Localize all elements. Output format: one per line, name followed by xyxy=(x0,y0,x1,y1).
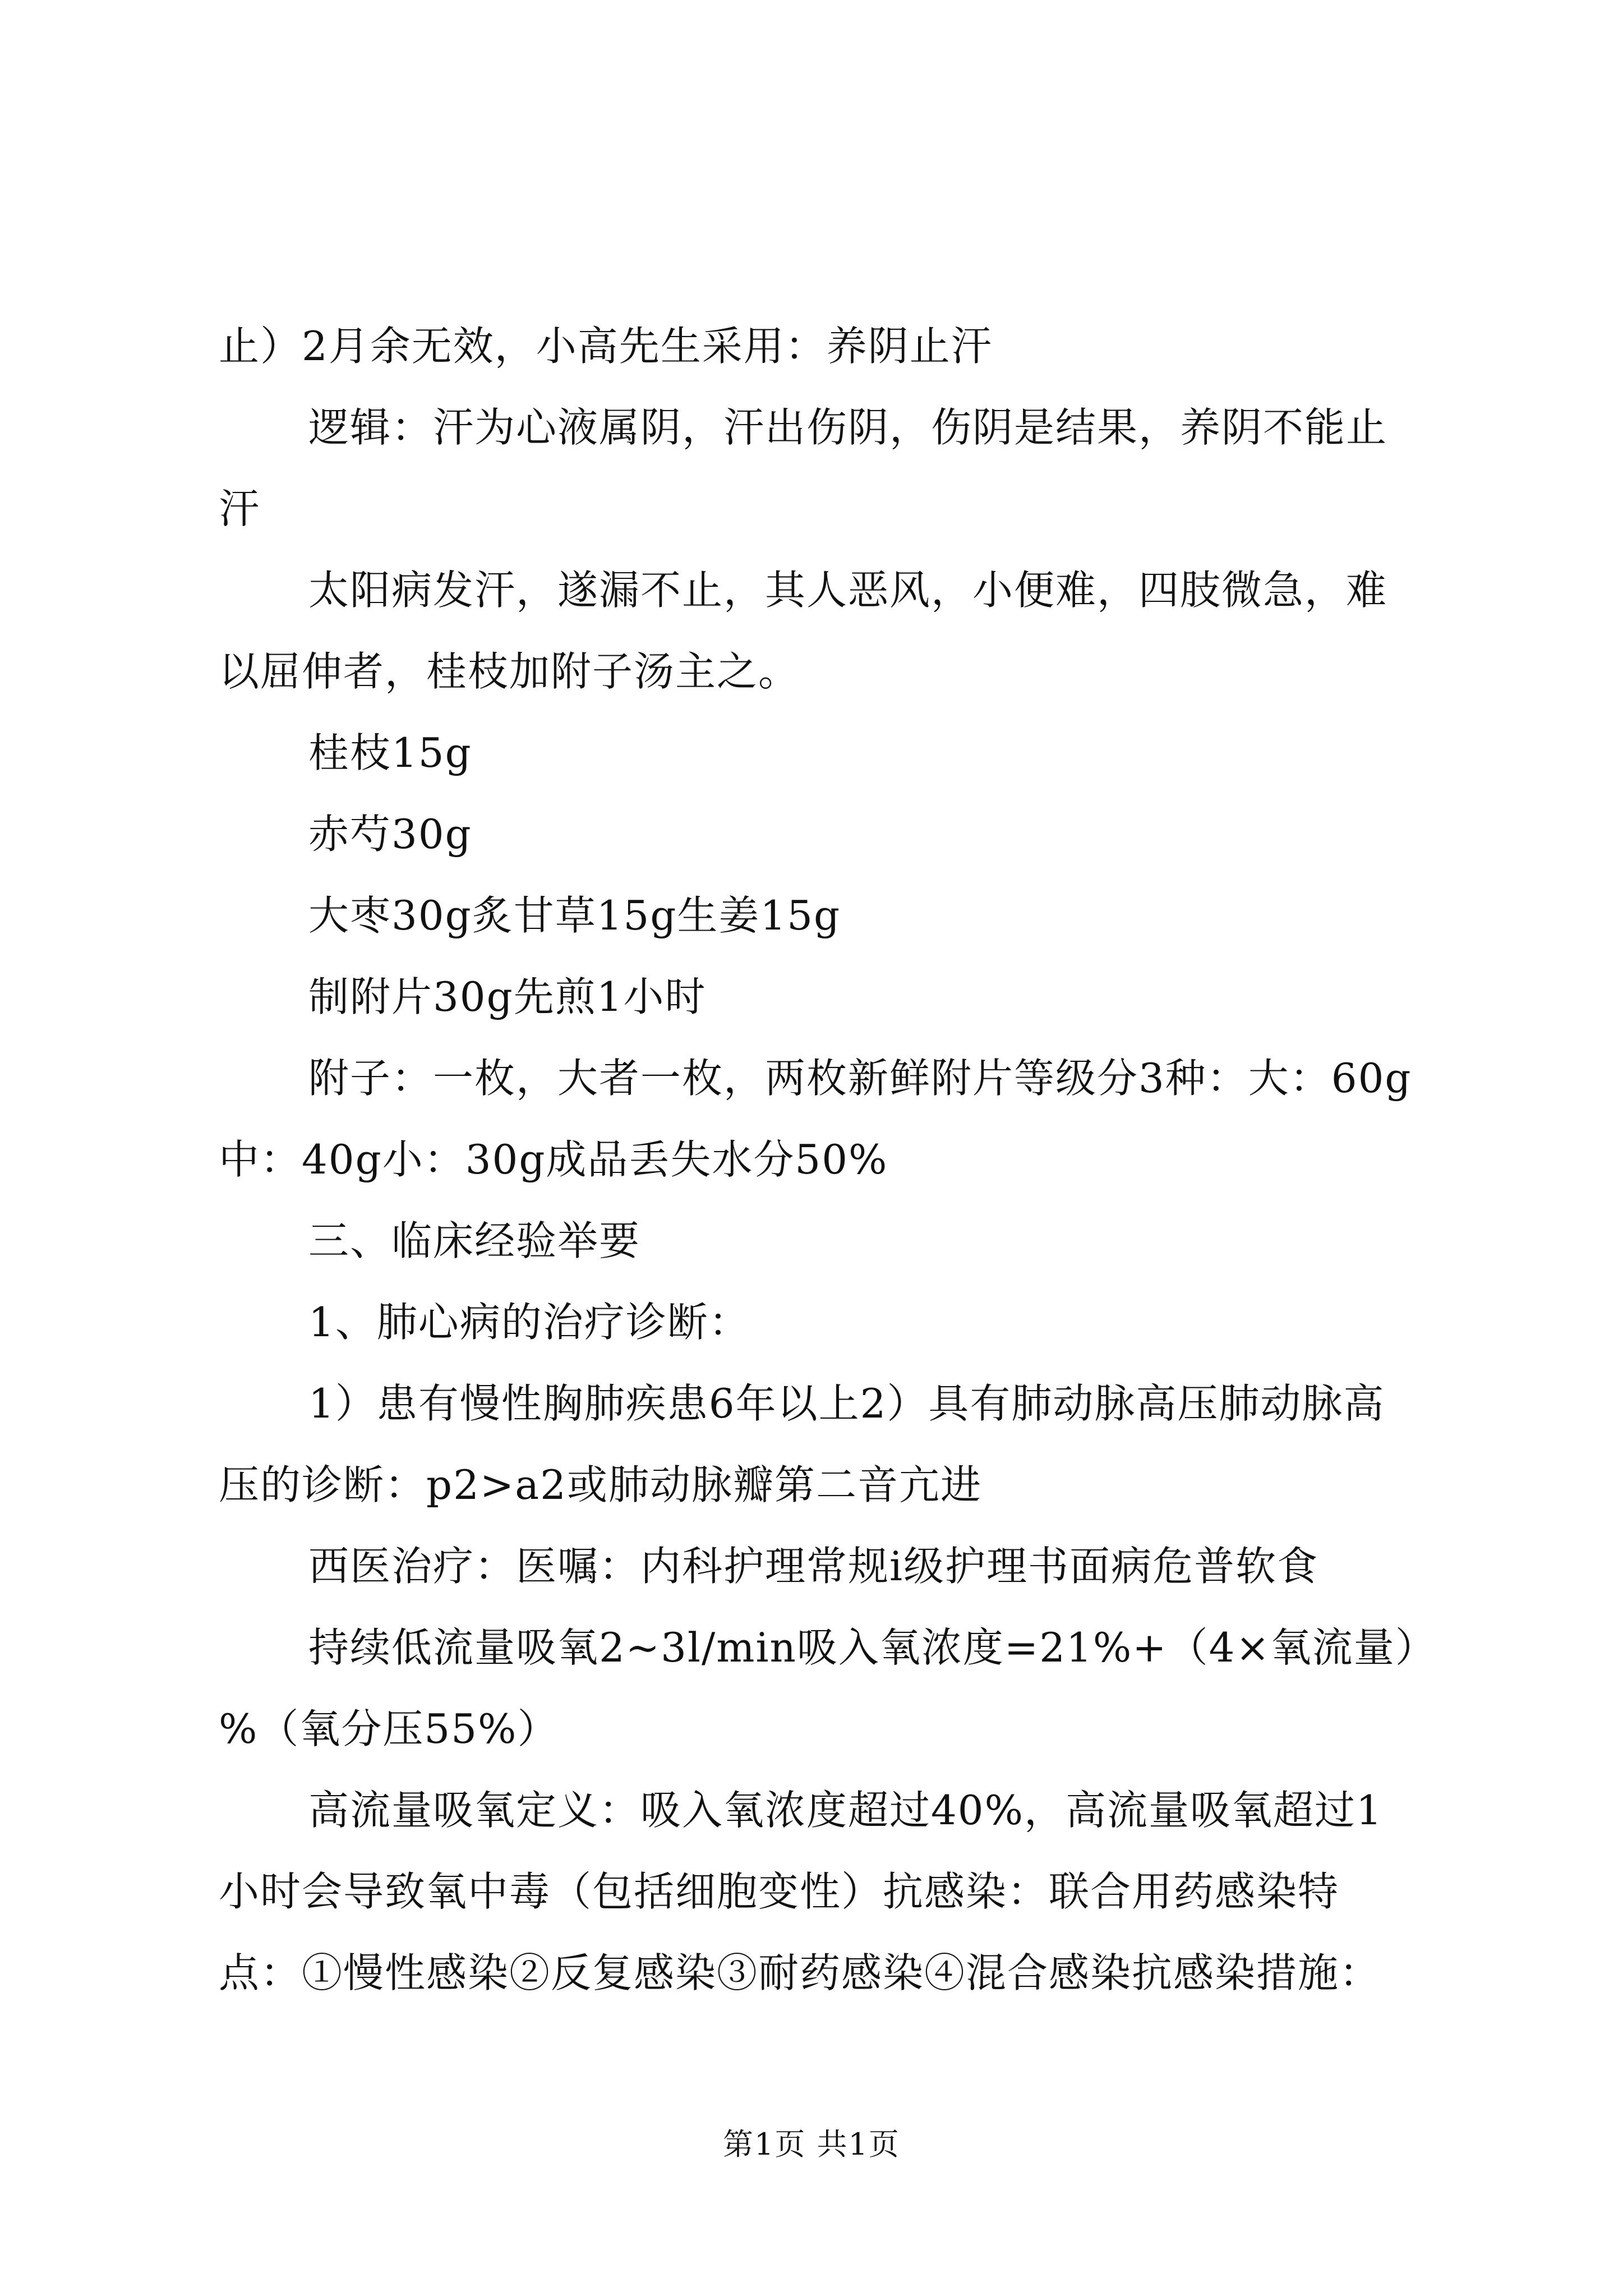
paragraph-13: 持续低流量吸氧2~3l/min吸入氧浓度=21%+（4×氧流量）%（氧分压55%） xyxy=(219,1624,1417,1752)
paragraph-4: 桂枝15g xyxy=(308,729,472,776)
paragraph-1: 止）2月余无效，小高先生采用：养阴止汗 xyxy=(219,323,993,370)
paragraph-12: 西医治疗：医嘱：内科护理常规i级护理书面病危普软食 xyxy=(308,1543,1319,1590)
paragraph-14: 高流量吸氧定义：吸入氧浓度超过40%，高流量吸氧超过1小时会导致氧中毒（包括细胞变性）抗感染：联合用药感染特点：①慢性感染②反复感染③耐药感染④混合感染抗感染措施： xyxy=(219,1787,1383,1996)
paragraph-3: 太阳病发汗，遂漏不止，其人恶风，小便难，四肢微急，难以屈伸者，桂枝加附子汤主之。 xyxy=(219,567,1388,695)
paragraph-2: 逻辑：汗为心液属阴，汗出伤阴，伤阴是结果，养阴不能止汗 xyxy=(219,404,1388,532)
paragraph-11: 1）患有慢性胸肺疾患6年以上2）具有肺动脉高压肺动脉高压的诊断：p2>a2或肺动脉瓣第二音亢进 xyxy=(219,1380,1385,1508)
paragraph-5: 赤芍30g xyxy=(308,811,472,858)
page-number-label: 第1页 共1页 xyxy=(723,2127,900,2162)
paragraph-9: 三、临床经验举要 xyxy=(308,1217,641,1264)
paragraph-10: 1、肺心病的治疗诊断： xyxy=(308,1299,750,1346)
paragraph-6: 大枣30g炙甘草15g生姜15g xyxy=(308,892,841,939)
paragraph-7: 制附片30g先煎1小时 xyxy=(308,973,707,1020)
page-footer xyxy=(0,2120,1623,2164)
paragraph-8: 附子：一枚，大者一枚，两枚新鲜附片等级分3种：大：60g中：40g小：30g成品丢失水分50% xyxy=(219,1055,1412,1183)
document-body xyxy=(219,306,1419,2014)
